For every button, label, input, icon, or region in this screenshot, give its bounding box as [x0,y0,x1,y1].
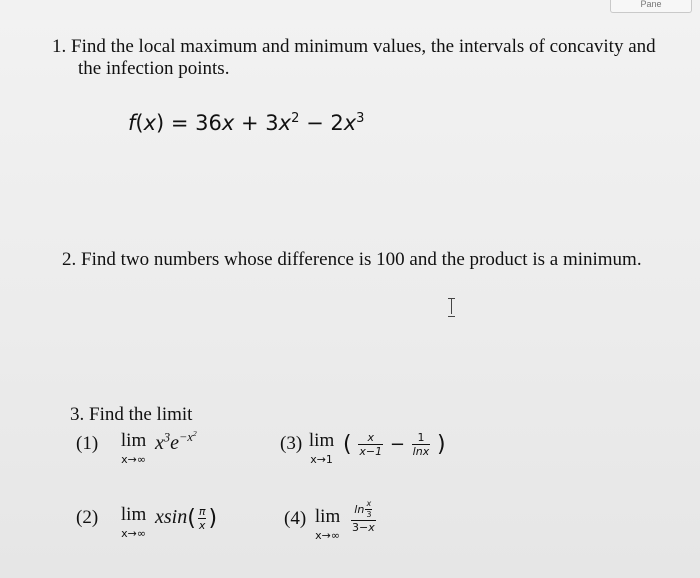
question-1-equation: $f(x) = 36x + 3x^2 - 2x^3$ [128,111,365,135]
limit-3 [280,432,446,466]
question-1-text-line-1: Find the local maximum and minimum values, the intervals of concavity and [71,36,656,57]
limit-2 [76,506,217,540]
pane-tab[interactable]: Pane [610,0,692,13]
question-3-heading [70,404,192,426]
limit-1 [76,429,197,466]
limit-3-expression: ( $\frac{x}{x-1}$ − $\frac{1}{\ln x}$ ) [343,431,446,458]
question-3-number: 3. [70,404,85,425]
question-2-text: Find two numbers whose difference is 100 and the product is a minimum. [81,249,642,270]
question-3-title: Find the limit [89,404,193,425]
limit-4-operator: lim x→∞ [314,506,341,542]
question-2 [62,249,642,271]
limit-3-label: (3) [280,432,303,454]
question-1-text-line-2: the infection points. [78,58,230,79]
limit-2-expression: xsin( $\frac{\pi}{x}$ ) [155,505,218,533]
limit-4-expression: ln $\frac{x}{3}$ 3−x [352,499,375,534]
question-1-line-1 [52,36,656,58]
limit-2-operator: lim x→∞ [120,504,147,540]
limit-4-label: (4) [284,508,307,529]
limit-2-label: (2) [76,507,99,528]
question-1-number: 1. [52,36,67,57]
limit-1-operator: lim x→∞ [120,430,147,466]
limit-4 [284,499,378,542]
text-cursor-icon [447,298,457,316]
limit-3-operator: lim x→1 [308,430,335,466]
limit-1-expression: $x^3e^{-x^2}$ [155,429,197,454]
question-2-number: 2. [62,249,77,270]
limit-1-label: (1) [76,433,99,454]
